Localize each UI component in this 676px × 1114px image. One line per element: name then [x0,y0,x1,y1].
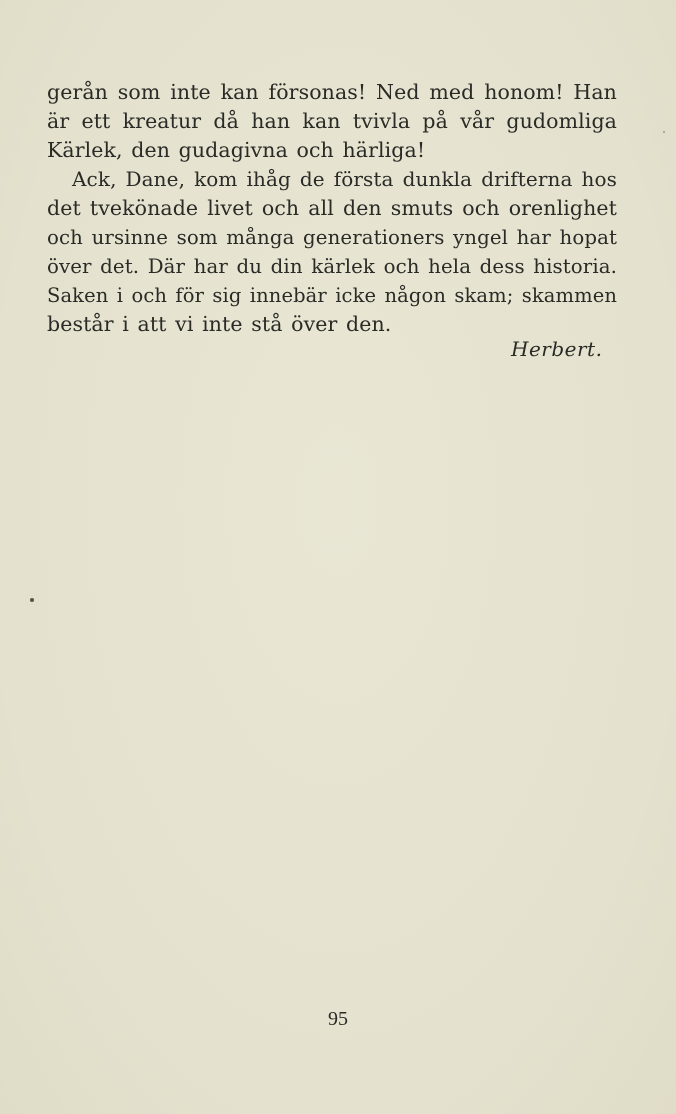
text-line: Saken i och för sig innebär icke någon skam; skammen [47,284,617,307]
text-line: gerån som inte kan försonas! Ned med honom! Han [47,80,617,104]
body-text [47,78,617,339]
text-line: det tvekönade livet och all den smuts och orenlighet [47,196,617,220]
text-line: består i att vi inte stå över den. [47,312,392,336]
text-line: är ett kreatur då han kan tvivla på vår gudomliga [47,109,617,133]
page-number: 95 [328,1008,348,1030]
text-line: och ursinne som många generationers yngel har hopat [47,226,617,249]
text-line: över det. Där har du din kärlek och hela dess historia. [47,255,617,278]
scan-speck [663,131,665,133]
signature: Herbert. [511,337,603,361]
text-line: Kärlek, den gudagivna och härliga! [47,138,426,162]
scan-speck [30,598,34,602]
paragraph-start-line: Ack, Dane, kom ihåg de första dunkla drifterna hos [72,167,617,191]
